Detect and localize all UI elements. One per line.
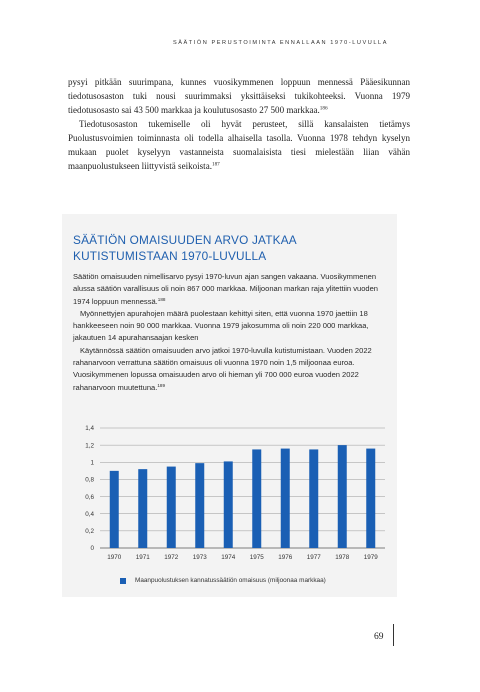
- bar: [110, 471, 119, 548]
- info-box-paragraph-3: Käytännössä säätiön omaisuuden arvo jatkoi 1970-luvulla kutistumistaan. Vuoden 2022 rahanarvoon verrattuna säätiön omaisuus oli vuonna 1970 noin 1,5 miljoonaa euroa. Vuosikymmenen lopussa omaisuuden arvo oli hieman yli 700 000 euroa vuoden 2022 rahanarvoon muutettuna.$^{189}$: [73, 345, 372, 392]
- bar: [252, 449, 261, 548]
- legend-swatch: [120, 578, 126, 584]
- chart-legend: [120, 577, 326, 584]
- body-paragraph-2: Tiedotusosaston tukemiselle oli hyvät perusteet, sillä kansalaisten tietämys Puolustusvoimien toiminnasta oli todella alhaisella tasolla. Vuonna 1978 tehdyn kyselyn mukaan puolet kyselyyn vastanneista suomalaisista tiesi mielestään liian vähän maanpuolustukseen liittyvistä seikoista.$^{187}$: [68, 119, 410, 172]
- x-tick-label: 1974: [221, 554, 236, 561]
- bar: [167, 467, 176, 548]
- x-tick-label: 1979: [363, 554, 378, 561]
- bar: [309, 449, 318, 548]
- y-tick-label: 0,6: [85, 493, 94, 501]
- y-tick-label: 1,2: [85, 442, 94, 450]
- y-tick-label: 1: [90, 459, 94, 467]
- y-tick-label: 0,4: [85, 510, 94, 518]
- x-tick-label: 1972: [164, 554, 179, 561]
- y-tick-label: 0: [90, 545, 94, 553]
- y-tick-label: 0,8: [85, 476, 94, 484]
- bar: [366, 449, 375, 548]
- y-tick-label: 0,2: [85, 528, 94, 536]
- bar-chart: [62, 214, 397, 597]
- x-tick-label: 1971: [135, 554, 150, 561]
- info-box: [62, 214, 397, 597]
- info-box-paragraph-1: Säätiön omaisuuden nimellisarvo pysyi 1970-luvun ajan sangen vakaana. Vuosikymmenen alussa säätiön varallisuus oli noin 867 000 markkaa. Miljoonan markan raja ylitettiin vuoden 1974 loppuun mennessä.$^{188}$: [73, 272, 378, 306]
- x-tick-label: 1977: [306, 554, 321, 561]
- bar: [224, 461, 233, 548]
- x-tick-label: 1978: [335, 554, 350, 561]
- y-tick-label: 1,4: [85, 425, 94, 433]
- x-tick-label: 1970: [107, 554, 122, 561]
- legend-label: Maanpuolustuksen kannatussäätiön omaisuus (miljoonaa markkaa): [135, 577, 326, 584]
- info-box-title: SÄÄTIÖN OMAISUUDEN ARVO JATKAA KUTISTUMISTAAN 1970-LUVULLA: [73, 233, 297, 263]
- x-tick-label: 1973: [192, 554, 207, 561]
- bar: [138, 469, 147, 548]
- footnote-ref-187: 187: [211, 161, 220, 168]
- footnote-ref-186: 186: [319, 105, 328, 112]
- chart-canvas: [62, 214, 397, 597]
- bar: [281, 449, 290, 548]
- x-tick-label: 1976: [278, 554, 293, 561]
- page-number: 69: [374, 632, 384, 642]
- bar: [338, 445, 347, 548]
- page-number-rule: [393, 624, 394, 646]
- bar: [195, 463, 204, 548]
- x-tick-label: 1975: [249, 554, 264, 561]
- footnote-ref-189: 189: [157, 382, 166, 388]
- body-text: [68, 75, 410, 173]
- info-box-paragraph-2: Myönnettyjen apurahojen määrä puolestaan kehittyi siten, että vuonna 1970 jaettiin 18 hankkeeseen noin 90 000 markkaa. Vuonna 1979 jakosumma oli noin 220 000 markkaa, jakautuen 14 apurahansaajan kesken: [73, 308, 369, 343]
- running-head: SÄÄTIÖN PERUSTOIMINTA ENNALLAAN 1970-LUVULLA: [172, 40, 388, 46]
- footnote-ref-188: 188: [157, 296, 166, 302]
- body-paragraph-1: pysyi pitkään suurimpana, kunnes vuosikymmenen loppuun mennessä Pääesikunnan tiedotusosaston tuki nousi suurimmaksi yksittäiseksi tukikohteeksi. Vuonna 1979 tiedotusosasto sai 43 500 markkaa ja koulutusosasto 27 500 markkaa.$^{186}$: [68, 77, 410, 116]
